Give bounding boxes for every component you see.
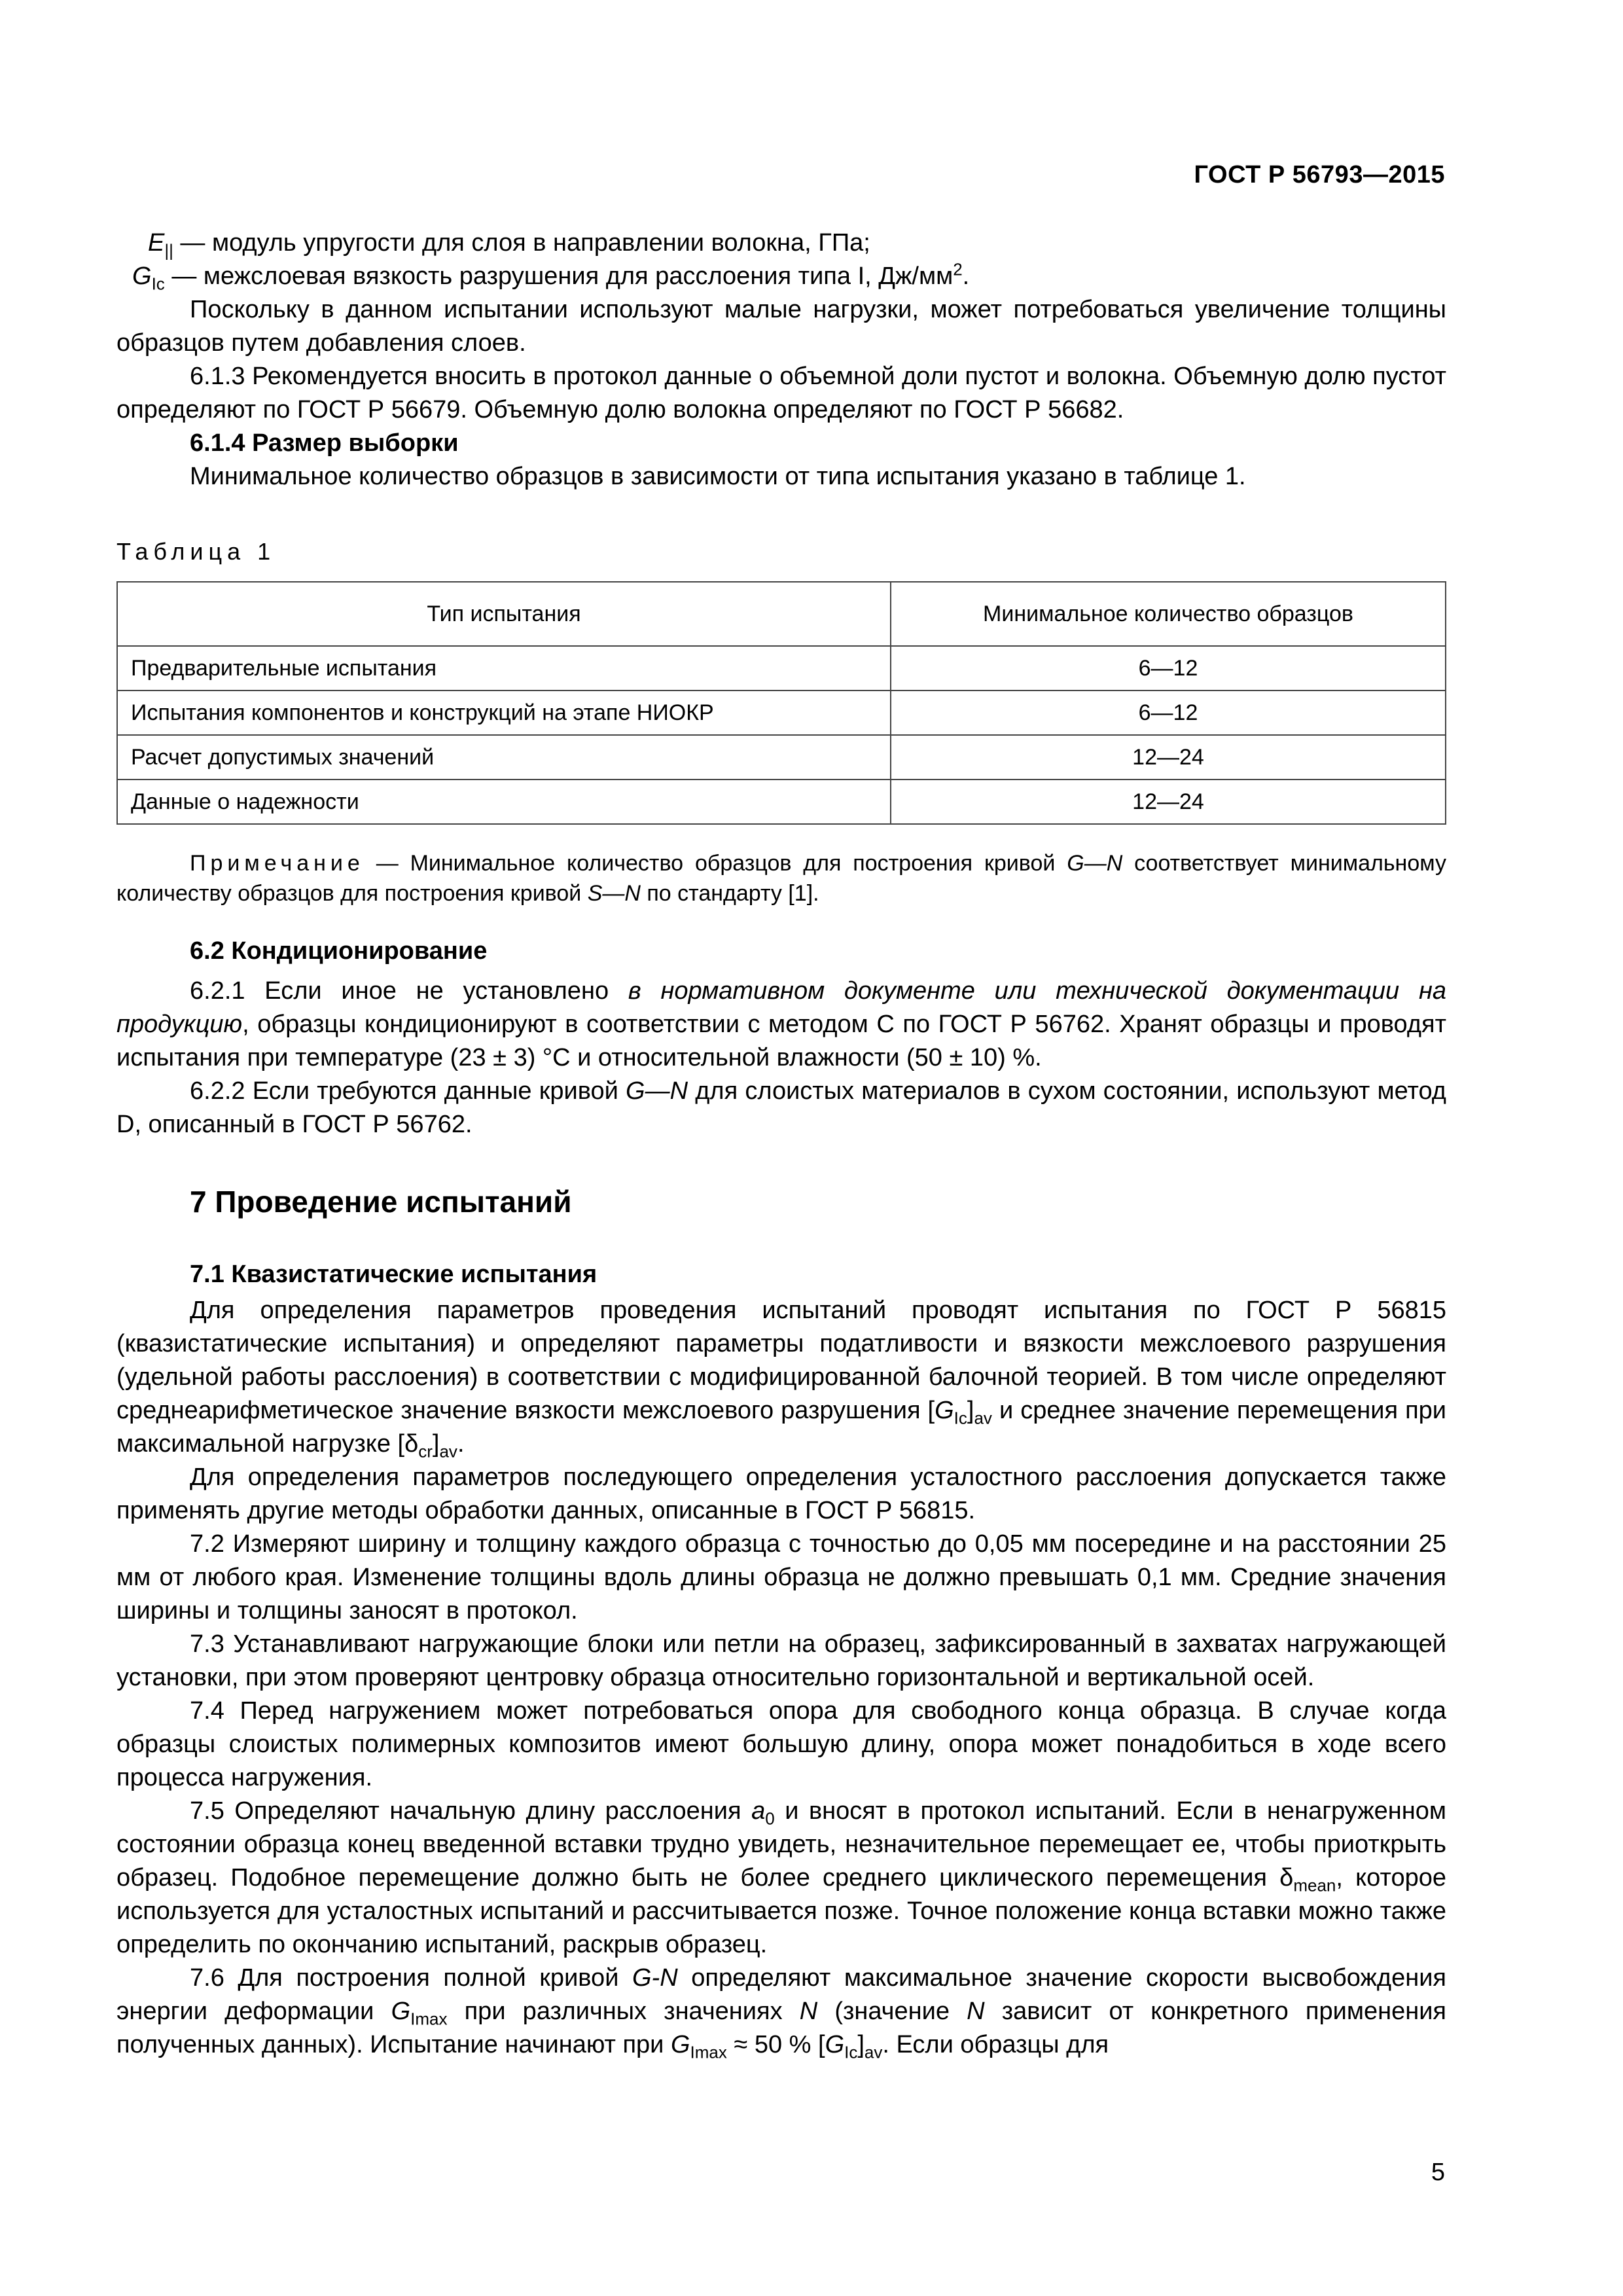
paragraph-7-6: 7.6 Для построения полной кривой G-N определяют максимальное значение скорости высвобождения энергии деформации $G_{Imax}$ при различных значениях N (значение N зависит от конкретного применения полученных данных). Испытание начинают при $G_{Imax} \approx 50$ % $[G_{Ic}]_{av}$. Если образцы для [116,1964,1447,2062]
definitions-block [116,226,1446,493]
section-7-heading [116,1182,1446,1221]
table-cell: 12—24 [891,735,1446,780]
table-1 [116,581,1446,825]
table-row [117,646,1446,691]
table-cell: Расчет допустимых значений [117,735,891,780]
table-cell: 6—12 [891,691,1446,735]
paragraph-sample-size: Минимальное количество образцов в зависимости от типа испытания указано в таблице 1. [190,463,1246,490]
paragraph-6-1-3: 6.1.3 Рекомендуется вносить в протокол данные о объемной доли пустот и волокна. Объемную долю пустот определяют по ГОСТ Р 56679. Объемную долю волокна определяют по ГОСТ Р 56682. [116,363,1446,423]
heading-6-1-4: 6.1.4 Размер выборки [190,429,459,457]
table-cell: Испытания компонентов и конструкций на этапе НИОКР [117,691,891,735]
paragraph-thickness: Поскольку в данном испытании используют малые нагрузки, может потребоваться увеличение толщины образцов путем добавления слоев. [116,296,1446,357]
table-header-cell: Тип испытания [117,582,891,646]
table-caption: Таблица 1 [116,538,276,565]
document-header: ГОСТ Р 56793—2015 [1194,161,1445,188]
table-header-cell: Минимальное количество образцов [891,582,1446,646]
table-cell: 6—12 [891,646,1446,691]
table-cell: Предварительные испытания [117,646,891,691]
section-7-1 [116,1258,1446,2062]
definition-e: $E_{||}$ — модуль упругости для слоя в направлении волокна, ГПа; [148,229,870,260]
definition-g: $G_{Ic}$ — межслоевая вязкость разрушения для расслоения типа I, $Дж/мм^2$. [132,259,970,294]
table-row [117,691,1446,735]
section-6-2 [116,935,1446,1141]
table-cell: Данные о надежности [117,780,891,824]
paragraph-7-3: 7.3 Устанавливают нагружающие блоки или петли на образец, зафиксированный в захватах нагружающей установки, при этом проверяют центровку образца относительно горизонтальной и вертикальной осей. [116,1630,1446,1691]
heading-6-2: 6.2 Кондиционирование [190,937,488,965]
heading-7: 7 Проведение испытаний [190,1185,572,1219]
heading-7-1: 7.1 Квазистатические испытания [190,1261,597,1288]
page-number: 5 [1431,2159,1445,2186]
table-cell: 12—24 [891,780,1446,824]
paragraph-7-1-b: Для определения параметров последующего определения усталостного расслоения допускается также применять другие методы обработки данных, описанные в ГОСТ Р 56815. [116,1463,1446,1524]
paragraph-6-2-2: 6.2.2 Если требуются данные кривой G—N для слоистых материалов в сухом состоянии, используют метод D, описанный в ГОСТ Р 56762. [116,1077,1446,1138]
table-row [117,735,1446,780]
table-note: Примечание — Минимальное количество образцов для построения кривой G—N соответствует минимальному количеству образцов для построения кривой S—N по стандарту [1]. [116,851,1446,906]
paragraph-6-2-1: 6.2.1 Если иное не установлено в нормативном документе или технической документации на продукцию, образцы кондиционируют в соответствии с методом С по ГОСТ Р 56762. Хранят образцы и проводят испытания при температуре (23 ± 3) °С и относительной влажности (50 ± 10) %. [116,977,1446,1071]
paragraph-7-5: 7.5 Определяют начальную длину расслоения $a_0$ и вносят в протокол испытаний. Если в ненагруженном состоянии образца конец введенной вставки трудно увидеть, незначительное перемещает ее, чтобы приоткрыть образец. Подобное перемещение должно быть не более среднего циклического перемещения $\delta_{mean}$, которое используется для усталостных испытаний и рассчитывается позже. Точное положение конца вставки можно также определить по окончанию испытаний, раскрыв образец. [116,1797,1446,1958]
table-row [117,780,1446,824]
paragraph-7-2: 7.2 Измеряют ширину и толщину каждого образца с точностью до 0,05 мм посередине и на расстоянии 25 мм от любого края. Изменение толщины вдоль длины образца не должно превышать 0,1 мм. Средние значения ширины и толщины заносят в протокол. [116,1530,1446,1624]
table-header-row [117,582,1446,646]
paragraph-7-1-a: Для определения параметров проведения испытаний проводят испытания по ГОСТ Р 56815 (квазистатические испытания) и определяют параметры податливости и вязкости межслоевого разрушения (удельной работы расслоения) в соответствии с модифицированной балочной теорией. В том числе определяют среднеарифметическое значение вязкости межслоевого разрушения $[G_{Ic}]_{av}$ и среднее значение перемещения при максимальной нагрузке $[\delta_{cr}]_{av}$. [116,1297,1447,1462]
paragraph-7-4: 7.4 Перед нагружением может потребоваться опора для свободного конца образца. В случае когда образцы слоистых полимерных композитов имеют большую длину, опора может понадобиться в ходе всего процесса нагружения. [116,1697,1446,1791]
